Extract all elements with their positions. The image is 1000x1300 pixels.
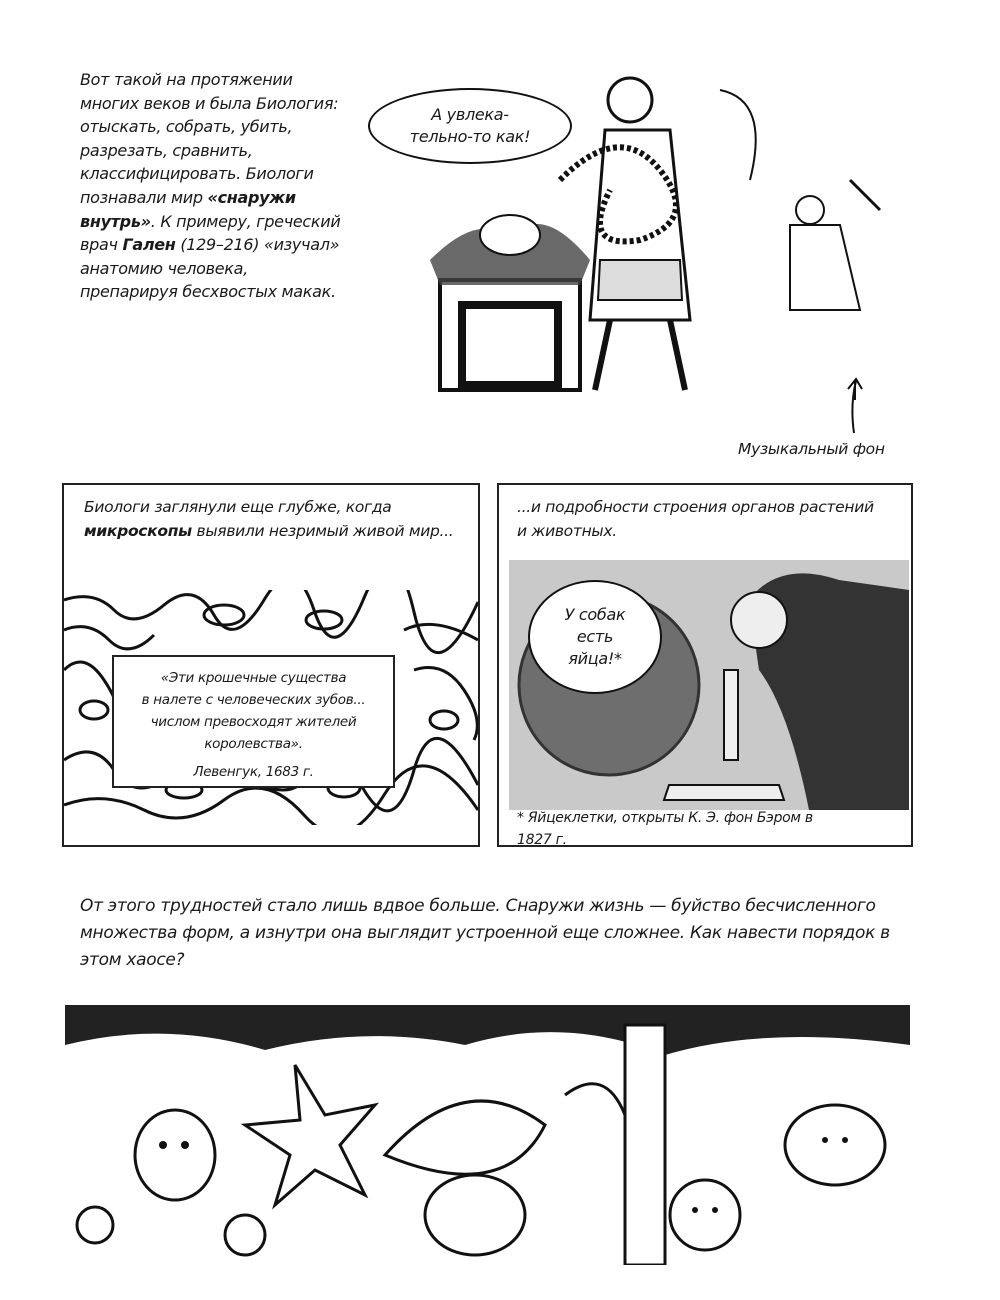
quote-line: «Эти крошечные существа [160,670,347,686]
intro-text-part: Вот такой на протяжении многих веков и была Биология: отыскать, собрать, убить, разрезать, сравнить, классифицировать. Биологи познавали мир [80,70,339,207]
intro-bold-outside-in: «снаружи внутрь» [80,187,296,231]
chaos-paragraph: От этого трудностей стало лишь вдвое больше. Снаружи жизнь — буйство бесчисленного множества форм, а изнутри она выглядит устроенной еще сложнее. Как навести порядок в этом хаосе? [80,896,890,970]
intro-text [80,68,345,304]
bubble-line: яйца!* [568,649,622,668]
intro-bold-galen: Гален [122,235,176,255]
panel2-footnote: * Яйцеклетки, открыты К. Э. фон Бэром в 1827 г. [517,810,813,848]
quote-line: в налете с человеческих зубов... [141,692,366,708]
quote-line: числом превосходят жителей [150,714,357,730]
intro-text-part: . К примеру, греческий врач [80,211,341,255]
bubble-line: есть [576,627,614,646]
leeuwenhoek-quote-box [112,655,395,788]
speech-bubble-fascinating [368,88,572,164]
music-background-label: Музыкальный фон [738,440,885,458]
caption-bold-microscopes: микроскопы [84,522,192,540]
caption-text: выявили незримый живой мир... [191,522,454,540]
bubble-line: тельно-то как! [409,127,531,146]
caption-text: Биологи заглянули еще глубже, когда [84,498,392,516]
quote-attribution: Левенгук, 1683 г. [193,764,314,780]
panel2-caption: ...и подробности строения органов растений и животных. [517,498,874,540]
panel1-caption [84,495,464,543]
arrow-up-icon [840,375,870,435]
intro-text-part: (129–216) «изучал» анатомию человека, препарируя бесхвостых макак. [80,235,340,302]
quote-line: королевства». [204,736,303,752]
bubble-line: А увлека- [431,105,509,124]
bubble-line: У собак [564,605,626,624]
speech-bubble-dog-eggs [528,580,662,694]
biodiversity-chaos-illustration [65,1005,910,1265]
